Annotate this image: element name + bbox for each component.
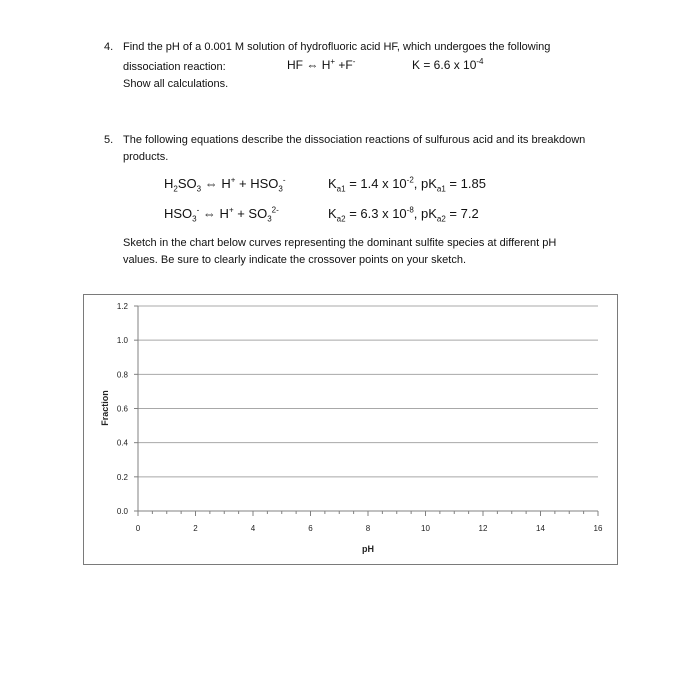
x-tick-label: 4 <box>250 524 256 533</box>
q5-equation-2: $HSO_3^-$ ⇔ $H^+ + SO_3^{2-}$ <box>164 205 279 224</box>
q5-number: 5. <box>104 134 114 146</box>
y-tick-label: 1.0 <box>116 336 128 346</box>
y-tick-label: 0.4 <box>116 438 128 448</box>
q5-constants-2: $K_{a2} = 6.3$ x $10^{-8}$, $pK_{a2} = 7.2$ <box>328 205 479 224</box>
q5-instruction-1: Sketch in the chart below curves representing the dominant sulfite species at different pH <box>123 237 557 249</box>
equilibrium-arrow-icon: ⇔ <box>306 58 319 72</box>
q5-equation-1: $H_2SO_3$ ⇔ $H^+ + HSO_3^-$ <box>164 175 286 194</box>
q5-line1: The following equations describe the dissociation reactions of sulfurous acid and its breakdown <box>123 134 586 146</box>
q5-instruction-2: values. Be sure to clearly indicate the crossover points on your sketch. <box>123 254 467 266</box>
q5-constants-1: $K_{a1} = 1.4$ x $10^{-2}$, $pK_{a1} = 1.85$ <box>328 175 486 194</box>
equilibrium-arrow-icon: ⇔ <box>202 206 216 221</box>
x-tick-label: 8 <box>365 524 371 533</box>
q4-reaction: HF ⇔ H+ +F- <box>287 57 356 72</box>
q4-line1: Find the pH of a 0.001 M solution of hydrofluoric acid HF, which undergoes the following <box>123 41 551 53</box>
y-tick-label: 0.2 <box>116 472 128 482</box>
q4-number: 4. <box>104 41 114 53</box>
x-tick-label: 0 <box>135 524 141 533</box>
q4-line3: Show all calculations. <box>123 78 229 90</box>
q5-line2: products. <box>123 151 169 163</box>
y-tick-label: 0.6 <box>116 404 128 414</box>
y-tick-label: 1.2 <box>116 302 128 311</box>
x-tick-label: 12 <box>478 524 488 533</box>
x-tick-label: 10 <box>421 524 430 533</box>
x-tick-label: 14 <box>536 524 545 533</box>
q4-k-value: K = 6.6 x $10^{-4}$ <box>412 57 484 72</box>
y-tick-label: 0.0 <box>116 507 128 516</box>
q4-line2: dissociation reaction: <box>123 61 226 73</box>
x-axis-label: pH <box>362 544 374 554</box>
x-tick-label: 2 <box>193 524 198 533</box>
equilibrium-arrow-icon: ⇔ <box>204 176 218 191</box>
x-tick-label: 6 <box>308 524 313 533</box>
x-tick-label: 16 <box>593 524 603 533</box>
y-tick-label: 0.8 <box>116 370 128 380</box>
y-axis-label: Fraction <box>100 390 110 426</box>
